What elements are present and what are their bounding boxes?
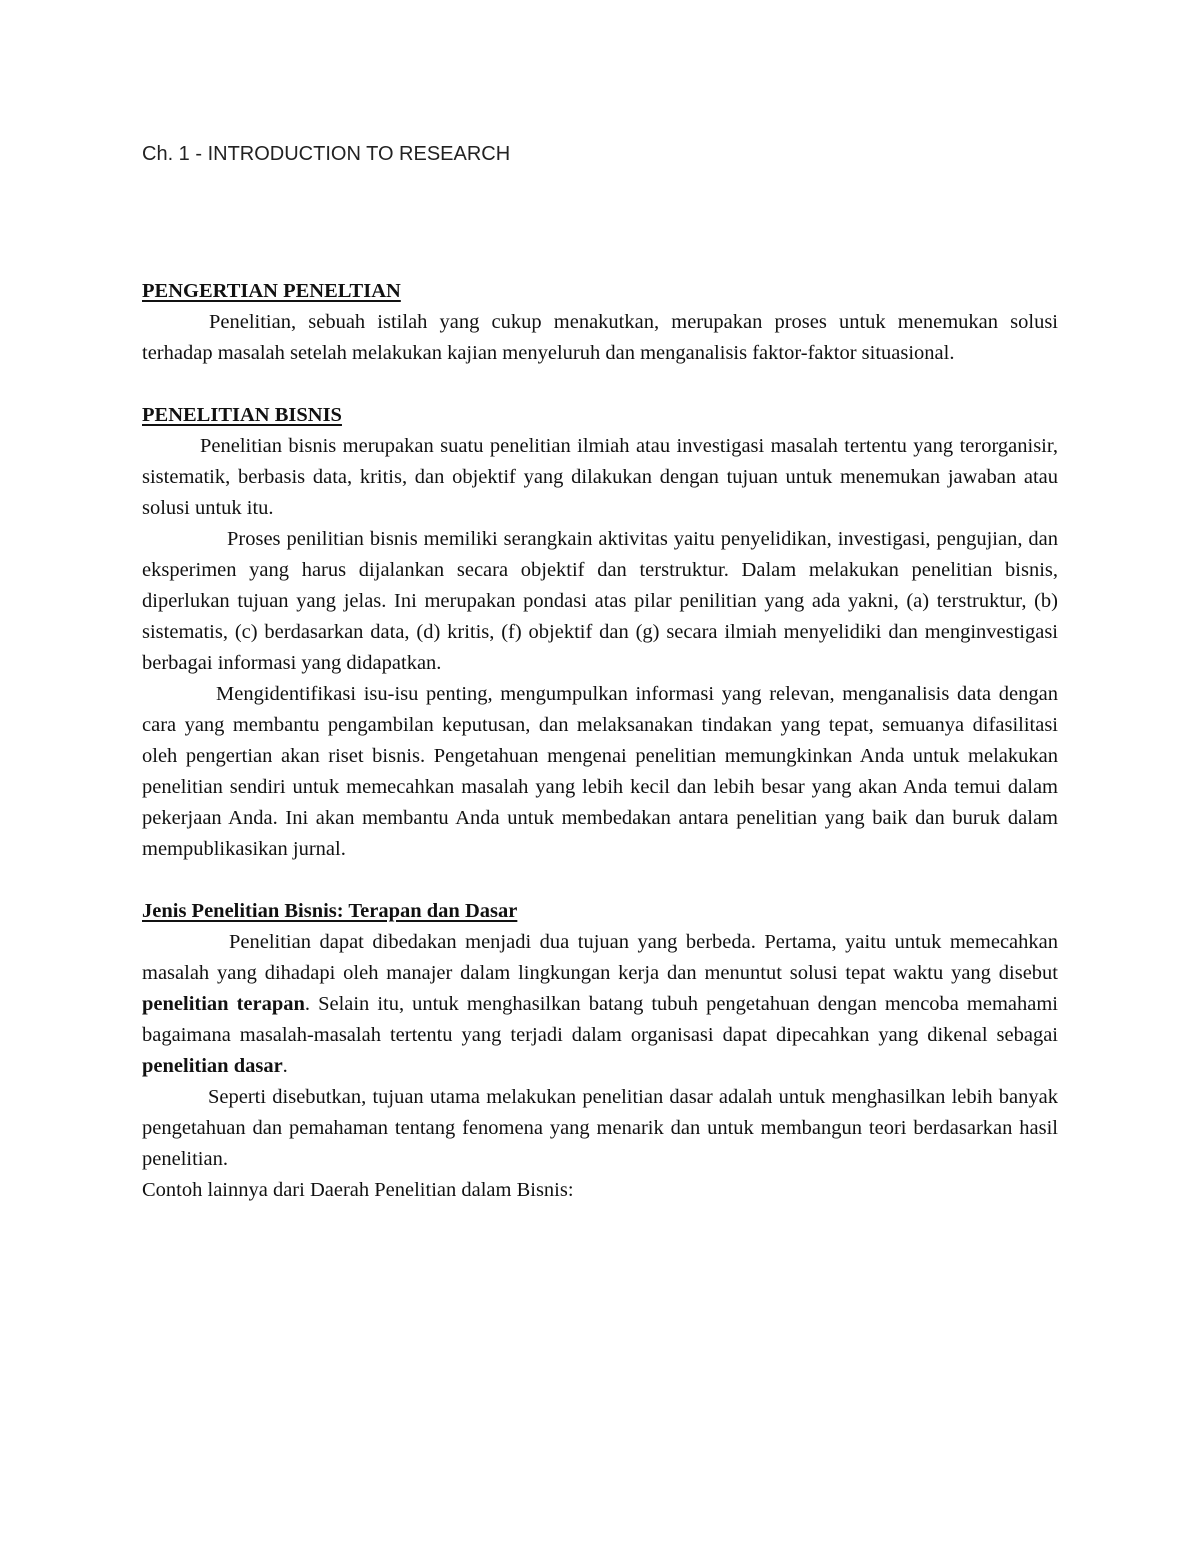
paragraph: Penelitian, sebuah istilah yang cukup menakutkan, merupakan proses untuk menemukan solusi terhadap masalah setelah melakukan kajian menyeluruh dan menganalisis faktor-faktor situasional. bbox=[142, 311, 1058, 364]
document-body bbox=[142, 276, 1058, 1206]
text-run: . bbox=[282, 1055, 288, 1077]
section-heading: Jenis Penelitian Bisnis: Terapan dan Dasar bbox=[142, 900, 518, 922]
text-run: . Selain itu, untuk menghasilkan batang tubuh pengetahuan dengan mencoba memahami bagaimana masalah-masalah tertentu yang terjadi dalam organisasi dapat dipecahkan yang dikenal sebagai bbox=[142, 993, 1058, 1046]
bold-term-penelitian-dasar: penelitian dasar bbox=[142, 1055, 283, 1077]
section-heading: PENELITIAN BISNIS bbox=[142, 404, 342, 426]
paragraph-spacer bbox=[142, 865, 1058, 896]
paragraph bbox=[142, 927, 1058, 1082]
section-jenis-penelitian-bisnis bbox=[142, 896, 1058, 1206]
bold-term-penelitian-terapan: penelitian terapan bbox=[142, 993, 305, 1015]
paragraph-spacer bbox=[142, 369, 1058, 400]
paragraph: Penelitian bisnis merupakan suatu penelitian ilmiah atau investigasi masalah tertentu yang terorganisir, sistematik, berbasis data, kritis, dan objektif yang dilakukan dengan tujuan untuk menemukan jawaban atau solusi untuk itu. bbox=[142, 435, 1058, 519]
paragraph: Mengidentifikasi isu-isu penting, mengumpulkan informasi yang relevan, menganalisis data dengan cara yang membantu pengambilan keputusan, dan melaksanakan tindakan yang tepat, semuanya difasilitasi oleh pengertian akan riset bisnis. Pengetahuan mengenai penelitian memungkinkan Anda untuk melakukan penelitian sendiri untuk memecahkan masalah yang lebih kecil dan lebih besar yang akan Anda temui dalam pekerjaan Anda. Ini akan membantu Anda untuk membedakan antara penelitian yang baik dan buruk dalam mempublikasikan jurnal. bbox=[142, 683, 1058, 860]
paragraph: Contoh lainnya dari Daerah Penelitian dalam Bisnis: bbox=[142, 1179, 574, 1201]
section-heading: PENGERTIAN PENELTIAN bbox=[142, 280, 401, 302]
paragraph: Seperti disebutkan, tujuan utama melakukan penelitian dasar adalah untuk menghasilkan lebih banyak pengetahuan dan pemahaman tentang fenomena yang menarik dan untuk membangun teori berdasarkan hasil penelitian. bbox=[142, 1086, 1058, 1170]
chapter-title: Ch. 1 - INTRODUCTION TO RESEARCH bbox=[142, 143, 511, 165]
section-pengertian-penelitian bbox=[142, 276, 1058, 369]
paragraph: Proses penilitian bisnis memiliki serangkain aktivitas yaitu penyelidikan, investigasi, pengujian, dan eksperimen yang harus dijalankan secara objektif dan terstruktur. Dalam melakukan penelitian bisnis, diperlukan tujuan yang jelas. Ini merupakan pondasi atas pilar penilitian yang ada yakni, (a) terstruktur, (b) sistematis, (c) berdasarkan data, (d) kritis, (f) objektif dan (g) secara ilmiah menyelidiki dan menginvestigasi berbagai informasi yang didapatkan. bbox=[142, 528, 1058, 674]
section-penelitian-bisnis bbox=[142, 400, 1058, 865]
text-run: Penelitian dapat dibedakan menjadi dua tujuan yang berbeda. Pertama, yaitu untuk memecahkan masalah yang dihadapi oleh manajer dalam lingkungan kerja dan menuntut solusi tepat waktu yang disebut bbox=[142, 931, 1058, 984]
